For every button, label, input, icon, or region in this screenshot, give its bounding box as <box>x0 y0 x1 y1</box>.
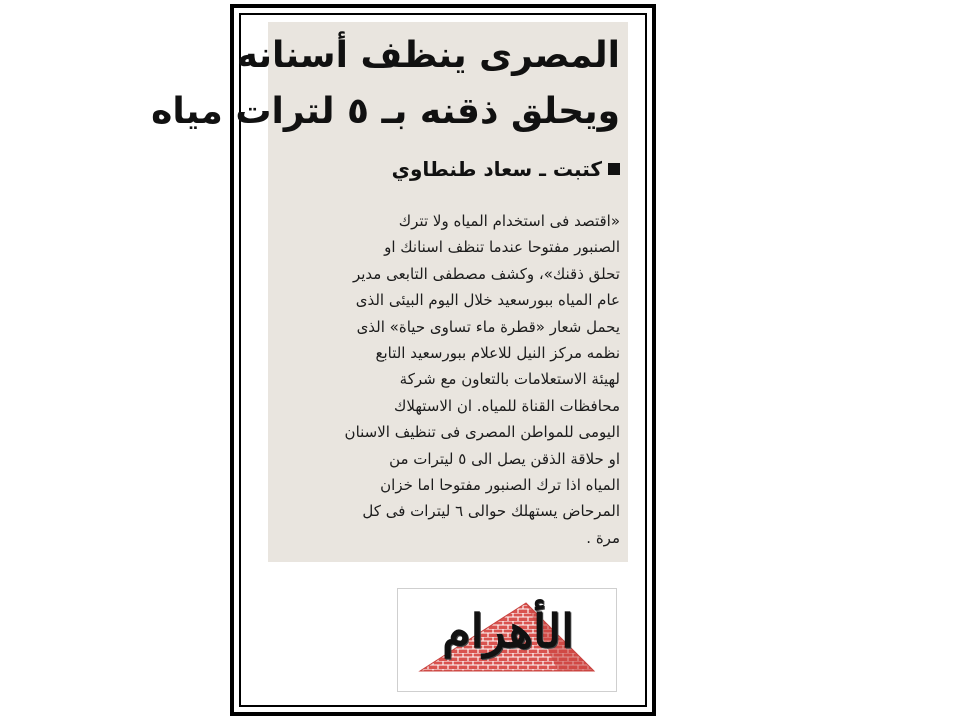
body-line: نظمه مركز النيل للاعلام ببورسعيد التابع <box>375 344 620 363</box>
body-line: المرحاض يستهلك حوالى ٦ ليترات فى كل <box>362 502 620 521</box>
headline-line-2: ويحلق ذقنه بـ ٥ لترات مياه <box>151 91 620 132</box>
byline-text: كتبت ـ سعاد طنطاوي <box>391 157 602 181</box>
ahram-logo-text: الأهرام <box>442 604 574 658</box>
body-line: «اقتصد فى استخدام المياه ولا تترك <box>398 212 620 230</box>
body-line: عام المياه ببورسعيد خلال اليوم البيئى الذى <box>355 291 620 310</box>
body-line: الصنبور مفتوحا عندما تنظف اسنانك او <box>384 238 620 257</box>
ahram-logo <box>397 588 617 692</box>
byline <box>272 154 620 184</box>
body-line: يحمل شعار «قطرة ماء تساوى حياة» الذى <box>356 317 620 336</box>
body-line: المياه اذا ترك الصنبور مفتوحا اما خزان <box>380 476 620 495</box>
body-line: مرة . <box>586 528 620 547</box>
newspaper-clipping <box>151 22 628 562</box>
body-line: اليومى للمواطن المصرى فى تنظيف الاسنان <box>344 423 620 442</box>
body-line: لهيئة الاستعلامات بالتعاون مع شركة <box>399 370 620 389</box>
article-body <box>272 208 620 551</box>
bullet-square-icon <box>608 163 620 175</box>
body-line: محافظات القناة للمياه. ان الاستهلاك <box>394 396 620 415</box>
body-line: تحلق ذقنك»، وكشف مصطفى التابعى مدير <box>352 264 620 283</box>
body-line: او حلاقة الذقن يصل الى ٥ ليترات من <box>389 449 620 468</box>
headline-line-1: المصرى ينظف أسنانه <box>236 35 620 76</box>
